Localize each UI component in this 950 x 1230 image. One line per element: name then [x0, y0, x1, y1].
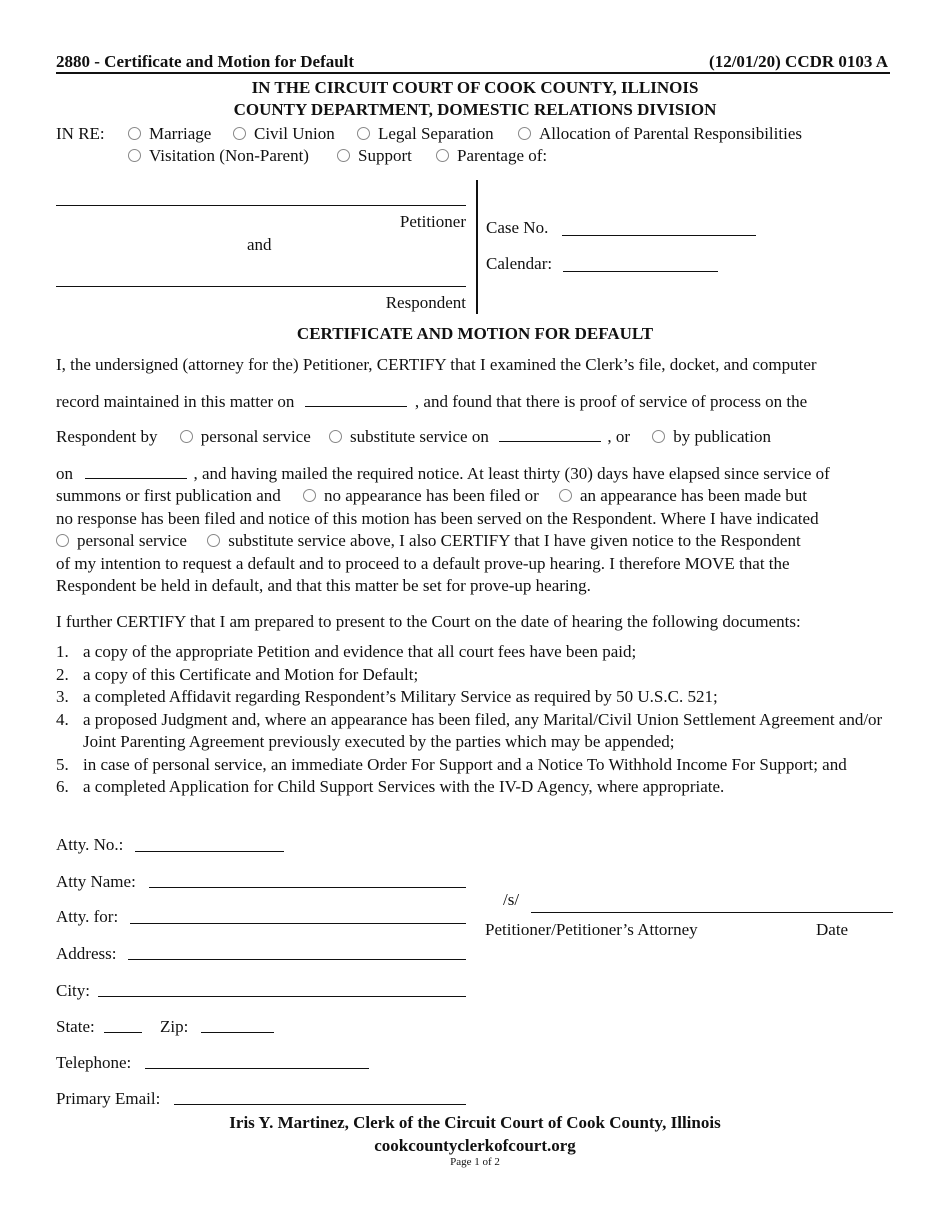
case-no-label: Case No.: [486, 218, 549, 237]
atty-for-label: Atty. for:: [56, 907, 119, 926]
header-rule: [56, 72, 890, 74]
substitute-service-date-field[interactable]: [499, 427, 601, 442]
list-item: 5. in case of personal service, an immediate Order For Support and a Notice To Withhold Income For Support; and: [56, 754, 847, 774]
telephone-label: Telephone:: [56, 1053, 132, 1072]
page-number: Page 1 of 2: [450, 1156, 500, 1168]
certify-line-1: I, the undersigned (attorney for the) Petitioner, CERTIFY that I examined the Clerk’s file, docket, and computer: [56, 355, 817, 374]
form-code: (12/01/20) CCDR 0103 A: [709, 52, 888, 71]
city-field[interactable]: [98, 996, 466, 997]
atty-name-label: Atty Name:: [56, 872, 136, 891]
signature-label: Petitioner/Petitioner’s Attorney: [485, 920, 698, 939]
list-item: 2. a copy of this Certificate and Motion for Default;: [56, 664, 419, 684]
case-no-field[interactable]: [562, 235, 756, 236]
in-re-label: IN RE:: [56, 124, 105, 143]
notice-line-2: summons or first publication and no appearance has been filed or an appearance has been made but: [56, 486, 808, 505]
and-label: and: [247, 235, 272, 254]
publication-date-field[interactable]: [85, 464, 187, 479]
form-title: 2880 - Certificate and Motion for Default: [56, 52, 355, 71]
date-label: Date: [816, 920, 849, 939]
atty-for-field[interactable]: [130, 923, 466, 924]
in-re-parentage[interactable]: Parentage of:: [436, 146, 547, 166]
further-certify: I further CERTIFY that I am prepared to present to the Court on the date of hearing the following documents:: [56, 612, 801, 631]
radio-civil-union[interactable]: [233, 127, 246, 140]
radio-marriage[interactable]: [128, 127, 141, 140]
calendar-field[interactable]: [563, 271, 718, 272]
clerk-name: Iris Y. Martinez, Clerk of the Circuit Court of Cook County, Illinois: [229, 1113, 721, 1132]
list-item: 3. a completed Affidavit regarding Respondent’s Military Service as required by 50 U.S.C. 521;: [56, 687, 718, 706]
calendar-label: Calendar:: [486, 254, 553, 273]
radio-appearance-made[interactable]: [559, 489, 572, 502]
court-name: IN THE CIRCUIT COURT OF COOK COUNTY, ILLINOIS: [251, 78, 699, 97]
list-item: 4. a proposed Judgment and, where an appearance has been filed, any Marital/Civil Union Settlement Agreement and/or Joint Parenting Agreement previously executed by the parties which may be appended;: [56, 709, 883, 751]
in-re-parental-responsibilities[interactable]: Allocation of Parental Responsibilities: [518, 124, 802, 144]
notice-line-3: no response has been filed and notice of this motion has been served on the Respondent. Where I have indicated: [56, 509, 819, 528]
radio-parentage[interactable]: [436, 149, 449, 162]
notice-line-5: of my intention to request a default and to proceed to a default prove-up hearing. I therefore MOVE that the: [56, 554, 790, 573]
radio-personal-service-notice[interactable]: [56, 534, 69, 547]
service-method-line: Respondent by personal service substitute service on , or by publication: [56, 427, 771, 446]
petitioner-name-line[interactable]: [56, 205, 466, 206]
notice-line-4: personal service substitute service above, I also CERTIFY that I have given notice to the Respondent: [56, 531, 801, 551]
in-re-visitation[interactable]: Visitation (Non-Parent): [128, 146, 309, 166]
radio-substitute-service[interactable]: [329, 430, 342, 443]
document-title: CERTIFICATE AND MOTION FOR DEFAULT: [296, 324, 654, 343]
caption-divider: [476, 180, 478, 314]
email-field[interactable]: [174, 1104, 466, 1105]
address-label: Address:: [56, 944, 117, 963]
signature-field[interactable]: [531, 912, 893, 913]
in-re-legal-separation[interactable]: Legal Separation: [357, 124, 494, 144]
in-re-marriage[interactable]: Marriage: [128, 124, 211, 144]
radio-support[interactable]: [337, 149, 350, 162]
list-item: 6. a completed Application for Child Support Services with the IV-D Agency, where appropriate.: [56, 777, 725, 796]
court-division: COUNTY DEPARTMENT, DOMESTIC RELATIONS DIVISION: [233, 100, 717, 119]
state-field[interactable]: [104, 1032, 142, 1033]
city-label: City:: [56, 981, 91, 1000]
respondent-name-line[interactable]: [56, 286, 466, 287]
documents-list: [56, 641, 896, 799]
notice-line-1: on , and having mailed the required notice. At least thirty (30) days have elapsed since service of: [56, 464, 830, 483]
atty-name-field[interactable]: [149, 887, 466, 888]
email-label: Primary Email:: [56, 1089, 161, 1108]
address-field[interactable]: [128, 959, 466, 960]
zip-label: Zip:: [160, 1017, 189, 1036]
zip-field[interactable]: [201, 1032, 274, 1033]
examined-date-field[interactable]: [305, 392, 407, 407]
radio-substitute-service-notice[interactable]: [207, 534, 220, 547]
notice-line-6: Respondent be held in default, and that this matter be set for prove-up hearing.: [56, 576, 591, 595]
state-label: State:: [56, 1017, 95, 1036]
petitioner-label: Petitioner: [399, 212, 466, 231]
radio-no-appearance[interactable]: [303, 489, 316, 502]
in-re-support[interactable]: Support: [337, 146, 412, 166]
in-re-civil-union[interactable]: Civil Union: [233, 124, 335, 144]
atty-no-label: Atty. No.:: [56, 835, 124, 854]
radio-legal-separation[interactable]: [357, 127, 370, 140]
signature-marker: /s/: [503, 890, 520, 909]
radio-visitation[interactable]: [128, 149, 141, 162]
clerk-website[interactable]: cookcountyclerkofcourt.org: [374, 1136, 576, 1155]
telephone-field[interactable]: [145, 1068, 369, 1069]
certify-line-2: record maintained in this matter on , and found that there is proof of service of process on the: [56, 392, 808, 411]
radio-parental-responsibilities[interactable]: [518, 127, 531, 140]
respondent-label: Respondent: [385, 293, 466, 312]
radio-by-publication[interactable]: [652, 430, 665, 443]
atty-no-field[interactable]: [135, 851, 284, 852]
radio-personal-service[interactable]: [180, 430, 193, 443]
list-item: 1. a copy of the appropriate Petition and evidence that all court fees have been paid;: [56, 642, 637, 661]
